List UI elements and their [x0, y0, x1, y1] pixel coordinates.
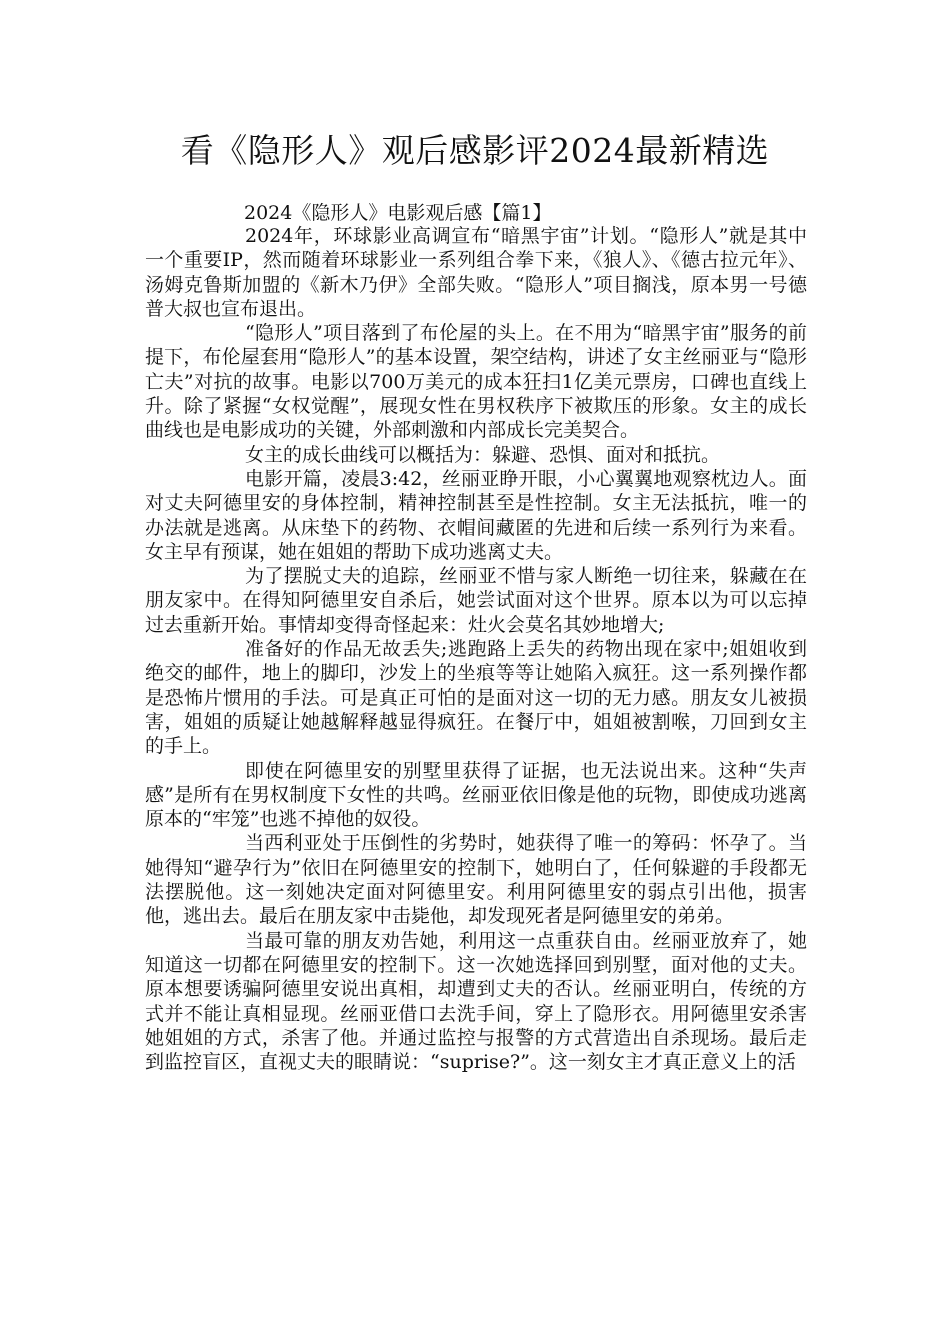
- document-title: 看《隐形人》观后感影评2024最新精选: [180, 131, 770, 170]
- article-body: [145, 224, 807, 1074]
- paragraph: 为了摆脱丈夫的追踪，丝丽亚不惜与家人断绝一切往来，躲藏在在朋友家中。在得知阿德里安自杀后，她尝试面对这个世界。原本以为可以忘掉过去重新开始。事情却变得奇怪起来：灶火会莫名其妙地增大;: [145, 565, 807, 636]
- paragraph: 女主的成长曲线可以概括为：躲避、恐惧、面对和抵抗。: [245, 443, 721, 466]
- paragraph: 电影开篇，凌晨3:42，丝丽亚睁开眼，小心翼翼地观察枕边人。面对丈夫阿德里安的身体控制，精神控制甚至是性控制。女主无法抵抗，唯一的办法就是逃离。从床垫下的药物、衣帽间藏匿的先进和后续一系列行为来看。女主早有预谋，她在姐姐的帮助下成功逃离丈夫。: [145, 467, 807, 563]
- paragraph: 即使在阿德里安的别墅里获得了证据，也无法说出来。这种“失声感”是所有在男权制度下女性的共鸣。丝丽亚依旧像是他的玩物，即使成功逃离原本的“牢笼”也逃不掉他的奴役。: [145, 759, 807, 831]
- paragraph: 准备好的作品无故丢失;逃跑路上丢失的药物出现在家中;姐姐收到绝交的邮件，地上的脚印，沙发上的坐痕等等让她陷入疯狂。这一系列操作都是恐怖片惯用的手法。可是真正可怕的是面对这一切的无力感。朋友女儿被损害，姐姐的质疑让她越解释越显得疯狂。在餐厅中，姐姐被割喉，刀回到女主的手上。: [145, 638, 807, 758]
- section-heading: 2024《隐形人》电影观后感【篇1】: [244, 202, 552, 224]
- paragraph: “隐形人”项目落到了布伦屋的头上。在不用为“暗黑宇宙”服务的前提下，布伦屋套用“隐形人”的基本设置，架空结构，讲述了女主丝丽亚与“隐形亡夫”对抗的故事。电影以700万美元的成本狂扫1亿美元票房，口碑也直线上升。除了紧握“女权觉醒”，展现女性在男权秩序下被欺压的形象。女主的成长曲线也是电影成功的关键，外部刺激和内部成长完美契合。: [145, 322, 807, 442]
- paragraph: 当西利亚处于压倒性的劣势时，她获得了唯一的筹码：怀孕了。当她得知“避孕行为”依旧在阿德里安的控制下，她明白了，任何躲避的手段都无法摆脱他。这一刻她决定面对阿德里安。利用阿德里安的弱点引出他，损害他，逃出去。最后在朋友家中击毙他，却发现死者是阿德里安的弟弟。: [145, 832, 807, 928]
- paragraph: 当最可靠的朋友劝告她，利用这一点重获自由。丝丽亚放弃了，她知道这一切都在阿德里安的控制下。这一次她选择回到别墅，面对他的丈夫。原本想要诱骗阿德里安说出真相，却遭到丈夫的否认。丝丽亚明白，传统的方式并不能让真相显现。丝丽亚借口去洗手间，穿上了隐形衣。用阿德里安杀害她姐姐的方式，杀害了他。并通过监控与报警的方式营造出自杀现场。最后走到监控盲区，直视丈夫的眼睛说：“suprise?”。这一刻女主才真正意义上的活: [145, 929, 807, 1074]
- paragraph: 2024年，环球影业高调宣布“暗黑宇宙”计划。“隐形人”就是其中一个重要IP，然而随着环球影业一系列组合拳下来，《狼人》、《德古拉元年》、汤姆克鲁斯加盟的《新木乃伊》全部失败。“隐形人”项目搁浅，原本男一号德普大叔也宣布退出。: [145, 225, 807, 320]
